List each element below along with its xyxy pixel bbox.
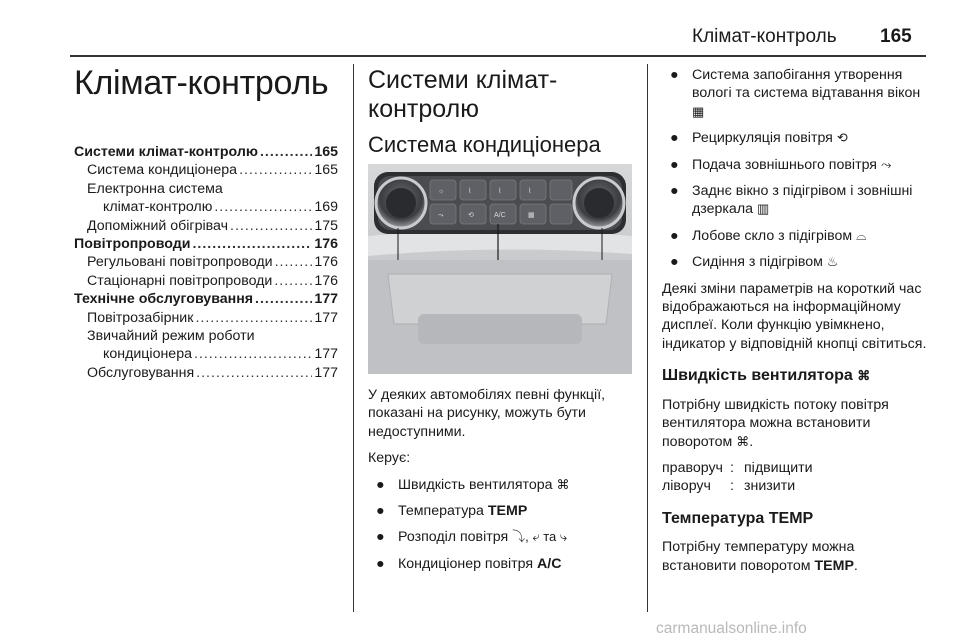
fan-action: знизити — [744, 478, 796, 495]
bullet-text — [398, 555, 634, 573]
fan-direction: ліворуч — [662, 478, 711, 495]
toc-leader-dots — [195, 309, 312, 327]
toc-entry-page: 177 — [314, 309, 338, 326]
temperature-text-body: Потрібну температуру можна встановити поворотом — [662, 539, 855, 574]
toc-entry-page: 177 — [314, 364, 338, 381]
function-icon: ▦ — [692, 103, 705, 119]
toc-entry-page: 176 — [314, 272, 338, 289]
toc-leader-dots — [255, 290, 312, 308]
bullet-text — [398, 476, 634, 494]
toc-entry-label: кондиціонера — [103, 346, 192, 363]
toc-leader-dots — [260, 143, 312, 161]
display-note: Деякі зміни параметрів на короткий час відображаються на інформаційному дисплеї. Коли функцію увімкнено, індикатор у відповідній кнопці світиться. — [662, 280, 927, 352]
toc-entry[interactable] — [74, 345, 338, 363]
function-icon: ⤳ — [880, 156, 892, 172]
control-icon: ⌘ — [556, 476, 570, 492]
toc-entry-page: 177 — [314, 291, 338, 308]
function-icon: ⌓ — [856, 227, 867, 243]
toc-leader-dots — [230, 217, 312, 235]
bullet-item — [662, 253, 928, 271]
toc-entry[interactable] — [74, 290, 338, 308]
toc-entry-label: Допоміжний обігрівач — [87, 217, 228, 234]
svg-text:▦: ▦ — [528, 212, 535, 219]
toc-entry[interactable] — [74, 272, 338, 290]
control-icon: ⤵, ⤶ та ⤷ — [512, 529, 568, 545]
toc-leader-dots — [196, 364, 312, 382]
toc-leader-dots — [274, 272, 312, 290]
header-title: Клімат-контроль — [692, 26, 837, 47]
toc-leader-dots — [239, 161, 312, 179]
bullet-label: Кондиціонер повітря — [398, 555, 538, 572]
toc-entry[interactable] — [74, 309, 338, 327]
toc-leader-dots — [214, 198, 312, 216]
toc-entry[interactable] — [74, 161, 338, 179]
bullet-text — [398, 528, 634, 546]
bullet-dot: ● — [670, 67, 679, 83]
toc-entry-label: Регульовані повітропроводи — [87, 254, 273, 271]
bullet-label: Швидкість вентилятора — [398, 476, 557, 493]
toc-entry-label: Повітропроводи — [74, 236, 191, 253]
svg-text:⌇: ⌇ — [468, 188, 472, 195]
bullet-dot: ● — [670, 130, 679, 147]
fan-icon: ⌘ — [857, 368, 871, 384]
svg-text:⤳: ⤳ — [438, 212, 444, 219]
bullet-label: Подача зовнішнього повітря — [692, 156, 881, 173]
bullet-text — [398, 502, 634, 520]
section-title: Системи клімат-контролю — [368, 66, 558, 123]
toc-entry-page: 169 — [314, 199, 338, 216]
section-subtitle: Система кондиціонера — [368, 132, 601, 157]
toc-entry-label: Стаціонарні повітропроводи — [87, 272, 273, 289]
toc-entry[interactable] — [74, 198, 338, 216]
toc-leader-dots — [192, 235, 312, 253]
toc-entry-label: Технічне обслуговування — [74, 291, 254, 308]
climate-panel-photo — [368, 164, 632, 374]
page-number: 165 — [880, 26, 912, 47]
toc-entry-page: 175 — [314, 217, 338, 234]
toc-entry-label: Системи клімат-контролю — [74, 144, 258, 160]
fan-speed-text: Потрібну швидкість потоку повітря вентилятора можна встановити поворотом ⌘. — [662, 396, 889, 450]
bullet-item — [368, 502, 634, 520]
bullet-item — [368, 555, 634, 573]
toc-entry[interactable] — [74, 180, 338, 198]
toc-entry[interactable] — [74, 253, 338, 271]
temperature-text: Потрібну температуру можна встановити поворотом TEMP. — [662, 539, 858, 574]
bullet-label: Лобове скло з підігрівом — [692, 227, 857, 244]
bullet-label: Рециркуляція повітря — [692, 130, 837, 147]
bullet-item — [368, 476, 634, 494]
fan-icon: ⌘ — [736, 433, 750, 449]
bullet-text — [692, 129, 928, 147]
climate-panel-illustration — [368, 164, 632, 374]
bullet-item — [662, 66, 928, 121]
fan-separator: : — [730, 478, 734, 495]
fan-speed-heading — [662, 367, 928, 385]
fan-direction-table — [662, 459, 928, 496]
toc-entry-label: Повітрозабірник — [87, 309, 194, 326]
bullet-text — [692, 156, 928, 174]
svg-text:☼: ☼ — [438, 188, 445, 195]
functions-list — [662, 66, 928, 272]
bullet-label: Система запобігання утворення вологі та система відтавання вікон — [692, 67, 921, 102]
bullet-text — [692, 227, 928, 245]
bullet-dot: ● — [670, 183, 679, 200]
function-icon: ♨ — [826, 254, 839, 270]
toc-entry-label: Електронна система — [87, 180, 223, 197]
chapter-title: Клімат-контроль — [74, 64, 329, 102]
function-icon: ⟲ — [836, 130, 848, 146]
fan-direction: праворуч — [662, 459, 723, 476]
bullet-item — [662, 227, 928, 245]
column-divider-left — [353, 64, 354, 612]
fan-speed-heading-text: Швидкість вентилятора — [662, 367, 858, 385]
toc-entry-label: Обслуговування — [87, 364, 195, 381]
bullet-dot: ● — [376, 555, 385, 572]
header-rule — [70, 55, 926, 57]
bullet-dot: ● — [376, 529, 385, 546]
toc-entry-page: 176 — [314, 254, 338, 271]
toc-entry[interactable] — [74, 327, 338, 345]
fan-speed-text-body: Потрібну швидкість потоку повітря вентилятора можна встановити поворотом — [662, 396, 889, 450]
toc-entry-label: Звичайний режим роботи — [87, 328, 255, 345]
control-label: A/C — [537, 555, 562, 572]
watermark: carmanualsonline.info — [656, 620, 807, 637]
bullet-label: Розподіл повітря — [398, 529, 513, 546]
temp-knob-label: TEMP — [814, 557, 854, 574]
toc-entry[interactable] — [74, 235, 338, 253]
toc-leader-dots — [194, 345, 312, 363]
toc-entry-page: 165 — [314, 144, 338, 160]
bullet-text — [692, 253, 928, 271]
bullet-item — [368, 528, 634, 546]
bullet-item — [662, 182, 928, 219]
control-label: TEMP — [487, 503, 528, 520]
toc-leader-dots — [275, 253, 313, 271]
toc-entry[interactable] — [74, 143, 338, 161]
temperature-heading: Температура TEMP — [662, 509, 814, 527]
toc-entry-page: 177 — [314, 346, 338, 363]
toc-entry-label: Система кондиціонера — [87, 162, 238, 179]
bullet-item — [662, 156, 928, 174]
bullet-item — [662, 129, 928, 147]
controls-label: Керує: — [368, 450, 411, 467]
intro-paragraph: У деяких автомобілях певні функції, показані на рисунку, можуть бути недоступними. — [368, 387, 606, 440]
svg-text:⌇: ⌇ — [498, 188, 502, 195]
toc-entry[interactable] — [74, 364, 338, 382]
fan-separator: : — [730, 459, 734, 476]
toc-entry-page: 165 — [314, 162, 338, 179]
bullet-text — [692, 182, 928, 219]
bullet-dot: ● — [376, 503, 385, 520]
bullet-dot: ● — [670, 254, 679, 271]
photo-ac-label: A/C — [494, 212, 506, 219]
fan-action: підвищити — [744, 459, 813, 476]
column-three — [662, 66, 928, 583]
bullet-dot: ● — [376, 476, 385, 493]
svg-text:⌇: ⌇ — [528, 188, 532, 195]
bullet-text — [692, 66, 928, 121]
bullet-dot: ● — [670, 227, 679, 244]
bullet-dot: ● — [670, 156, 679, 173]
column-divider-right — [647, 64, 648, 612]
bullet-label: Сидіння з підігрівом — [692, 254, 827, 271]
toc-entry[interactable] — [74, 217, 338, 235]
table-of-contents — [74, 143, 338, 382]
bullet-label: Температура — [398, 503, 488, 520]
controls-list — [368, 476, 634, 574]
function-icon: ▥ — [756, 201, 770, 217]
bullet-label: Заднє вікно з підігрівом і зовнішні дзеркала — [692, 183, 913, 218]
toc-entry-page: 176 — [314, 236, 338, 253]
svg-text:⟲: ⟲ — [468, 212, 474, 219]
toc-entry-label: клімат-контролю — [103, 199, 213, 216]
section-body — [368, 386, 634, 581]
